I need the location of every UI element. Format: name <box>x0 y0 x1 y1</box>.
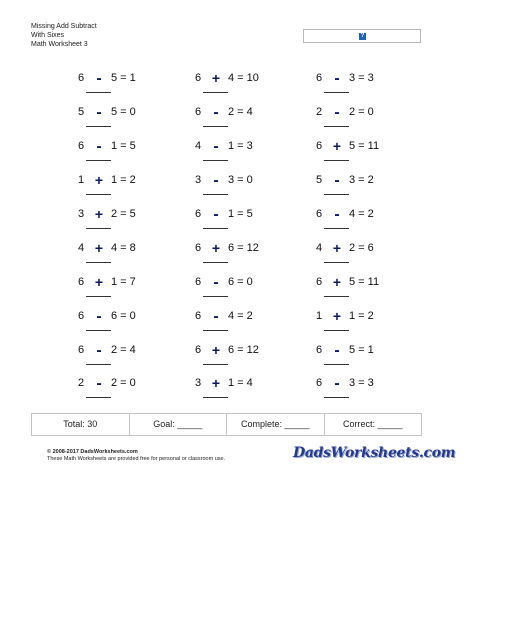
complete-field: Complete: _____ <box>226 414 324 435</box>
minus-sign-icon: - <box>334 70 340 87</box>
answer-blank[interactable] <box>324 296 349 297</box>
problem-item <box>78 377 188 403</box>
first-operand: 6 <box>195 242 202 254</box>
footer-text <box>47 449 225 463</box>
problem-item <box>195 242 305 268</box>
problem-item <box>195 344 305 370</box>
equation-remainder: 6 = 0 <box>228 276 253 288</box>
equation-remainder: 2 = 6 <box>349 242 374 254</box>
equation-remainder: 5 = 11 <box>349 140 380 152</box>
equation-remainder: 2 = 0 <box>349 106 374 118</box>
first-operand: 5 <box>316 174 323 186</box>
first-operand: 6 <box>316 344 323 356</box>
equation-remainder: 3 = 3 <box>349 72 374 84</box>
equation-remainder: 2 = 5 <box>111 208 136 220</box>
minus-sign-icon: - <box>96 375 102 392</box>
equation-remainder: 3 = 0 <box>228 174 253 186</box>
first-operand: 6 <box>78 72 85 84</box>
answer-blank[interactable] <box>203 397 228 398</box>
plus-sign-icon: + <box>332 274 342 290</box>
equation-remainder: 1 = 3 <box>228 140 253 152</box>
plus-sign-icon: + <box>332 308 342 324</box>
plus-sign-icon: + <box>211 375 221 391</box>
minus-sign-icon: - <box>213 274 219 291</box>
equation-remainder: 6 = 12 <box>228 344 259 356</box>
problem-item <box>195 276 305 302</box>
problem-item <box>78 174 188 200</box>
answer-blank[interactable] <box>324 160 349 161</box>
plus-sign-icon: + <box>94 274 104 290</box>
problem-item <box>316 377 426 403</box>
score-box <box>31 413 422 436</box>
first-operand: 6 <box>78 276 85 288</box>
first-operand: 6 <box>195 310 202 322</box>
title-line-2: With Sixes <box>31 32 65 39</box>
total-count: Total: 30 <box>63 419 98 429</box>
equation-remainder: 4 = 10 <box>228 72 259 84</box>
problem-item <box>195 72 305 98</box>
plus-sign-icon: + <box>94 172 104 188</box>
problem-item <box>78 106 188 132</box>
equation-remainder: 1 = 2 <box>111 174 136 186</box>
first-operand: 5 <box>78 106 85 118</box>
correct-field: Correct: _____ <box>324 414 422 435</box>
equation-remainder: 6 = 12 <box>228 242 259 254</box>
minus-sign-icon: - <box>96 138 102 155</box>
equation-remainder: 5 = 1 <box>349 344 374 356</box>
first-operand: 6 <box>316 276 323 288</box>
equation-remainder: 2 = 0 <box>111 377 136 389</box>
problem-item <box>78 140 188 166</box>
title-line-1: Missing Add Subtract <box>31 23 97 30</box>
equation-remainder: 4 = 2 <box>228 310 253 322</box>
equation-remainder: 1 = 5 <box>228 208 253 220</box>
first-operand: 4 <box>195 140 202 152</box>
minus-sign-icon: - <box>213 104 219 121</box>
equation-remainder: 5 = 11 <box>349 276 380 288</box>
problem-item <box>316 140 426 166</box>
answer-blank[interactable] <box>203 262 228 263</box>
answer-blank[interactable] <box>203 194 228 195</box>
first-operand: 6 <box>195 106 202 118</box>
first-operand: 6 <box>316 140 323 152</box>
answer-blank[interactable] <box>324 364 349 365</box>
answer-blank[interactable] <box>203 92 228 93</box>
first-operand: 6 <box>195 72 202 84</box>
plus-sign-icon: + <box>332 240 342 256</box>
problem-item <box>195 310 305 336</box>
first-operand: 3 <box>195 174 202 186</box>
answer-blank[interactable] <box>203 228 228 229</box>
problem-item <box>78 242 188 268</box>
title-line-3: Math Worksheet 3 <box>31 41 88 48</box>
answer-blank[interactable] <box>86 228 111 229</box>
equation-remainder: 1 = 2 <box>349 310 374 322</box>
equation-remainder: 4 = 8 <box>111 242 136 254</box>
answer-blank[interactable] <box>203 126 228 127</box>
answer-blank[interactable] <box>203 330 228 331</box>
problem-item <box>316 174 426 200</box>
answer-blank[interactable] <box>324 330 349 331</box>
problem-item <box>78 344 188 370</box>
problem-item <box>316 276 426 302</box>
problem-item <box>316 310 426 336</box>
equation-remainder: 3 = 3 <box>349 377 374 389</box>
equation-remainder: 2 = 4 <box>111 344 136 356</box>
equation-remainder: 4 = 2 <box>349 208 374 220</box>
answer-blank[interactable] <box>86 126 111 127</box>
copyright-notice: © 2008-2017 DadsWorksheets.com <box>47 449 138 455</box>
problem-item <box>316 72 426 98</box>
answer-blank[interactable] <box>203 364 228 365</box>
answer-blank[interactable] <box>324 262 349 263</box>
answer-blank[interactable] <box>324 126 349 127</box>
first-operand: 6 <box>195 208 202 220</box>
problem-item <box>316 208 426 234</box>
equation-remainder: 2 = 4 <box>228 106 253 118</box>
first-operand: 6 <box>316 208 323 220</box>
first-operand: 2 <box>316 106 323 118</box>
first-operand: 3 <box>195 377 202 389</box>
plus-sign-icon: + <box>211 240 221 256</box>
minus-sign-icon: - <box>213 206 219 223</box>
site-logo: DadsWorksheets.com <box>293 445 456 461</box>
answer-blank[interactable] <box>324 228 349 229</box>
plus-sign-icon: + <box>332 138 342 154</box>
goal-field: Goal: _____ <box>129 414 227 435</box>
first-operand: 6 <box>78 344 85 356</box>
minus-sign-icon: - <box>334 104 340 121</box>
equation-remainder: 1 = 7 <box>111 276 136 288</box>
answer-blank[interactable] <box>86 330 111 331</box>
equation-remainder: 5 = 1 <box>111 72 136 84</box>
plus-sign-icon: + <box>211 342 221 358</box>
answer-blank[interactable] <box>86 262 111 263</box>
answer-blank[interactable] <box>324 92 349 93</box>
minus-sign-icon: - <box>213 138 219 155</box>
minus-sign-icon: - <box>96 308 102 325</box>
problem-item <box>78 208 188 234</box>
answer-blank[interactable] <box>203 160 228 161</box>
problem-item <box>316 106 426 132</box>
first-operand: 4 <box>316 242 323 254</box>
answer-blank[interactable] <box>86 296 111 297</box>
minus-sign-icon: - <box>213 172 219 189</box>
usage-notice: These Math Worksheets are provided free for personal or classroom use. <box>47 456 226 462</box>
problem-item <box>316 242 426 268</box>
equation-remainder: 3 = 2 <box>349 174 374 186</box>
first-operand: 2 <box>78 377 85 389</box>
first-operand: 6 <box>78 140 85 152</box>
minus-sign-icon: - <box>213 308 219 325</box>
problem-item <box>78 72 188 98</box>
equation-remainder: 6 = 0 <box>111 310 136 322</box>
first-operand: 1 <box>78 174 85 186</box>
plus-sign-icon: + <box>94 240 104 256</box>
equation-remainder: 1 = 4 <box>228 377 253 389</box>
plus-sign-icon: + <box>211 70 221 86</box>
problem-item <box>78 310 188 336</box>
answer-blank[interactable] <box>86 160 111 161</box>
minus-sign-icon: - <box>334 206 340 223</box>
answer-blank[interactable] <box>86 397 111 398</box>
answer-blank[interactable] <box>203 296 228 297</box>
plus-sign-icon: + <box>94 206 104 222</box>
problem-item <box>195 174 305 200</box>
minus-sign-icon: - <box>334 342 340 359</box>
minus-sign-icon: - <box>334 375 340 392</box>
equation-remainder: 1 = 5 <box>111 140 136 152</box>
problem-item <box>195 377 305 403</box>
answer-blank[interactable] <box>324 194 349 195</box>
problem-item <box>316 344 426 370</box>
first-operand: 1 <box>316 310 323 322</box>
minus-sign-icon: - <box>334 172 340 189</box>
first-operand: 6 <box>316 72 323 84</box>
problem-item <box>78 276 188 302</box>
answer-blank[interactable] <box>86 194 111 195</box>
answer-blank[interactable] <box>86 364 111 365</box>
first-operand: 6 <box>78 310 85 322</box>
answer-blank[interactable] <box>86 92 111 93</box>
problem-item <box>195 140 305 166</box>
first-operand: 4 <box>78 242 85 254</box>
first-operand: 6 <box>195 276 202 288</box>
minus-sign-icon: - <box>96 104 102 121</box>
problem-item <box>195 208 305 234</box>
problem-item <box>195 106 305 132</box>
minus-sign-icon: - <box>96 342 102 359</box>
first-operand: 6 <box>316 377 323 389</box>
first-operand: 3 <box>78 208 85 220</box>
answer-blank[interactable] <box>324 397 349 398</box>
first-operand: 6 <box>195 344 202 356</box>
help-icon[interactable]: ? <box>360 33 365 39</box>
equation-remainder: 5 = 0 <box>111 106 136 118</box>
minus-sign-icon: - <box>96 70 102 87</box>
